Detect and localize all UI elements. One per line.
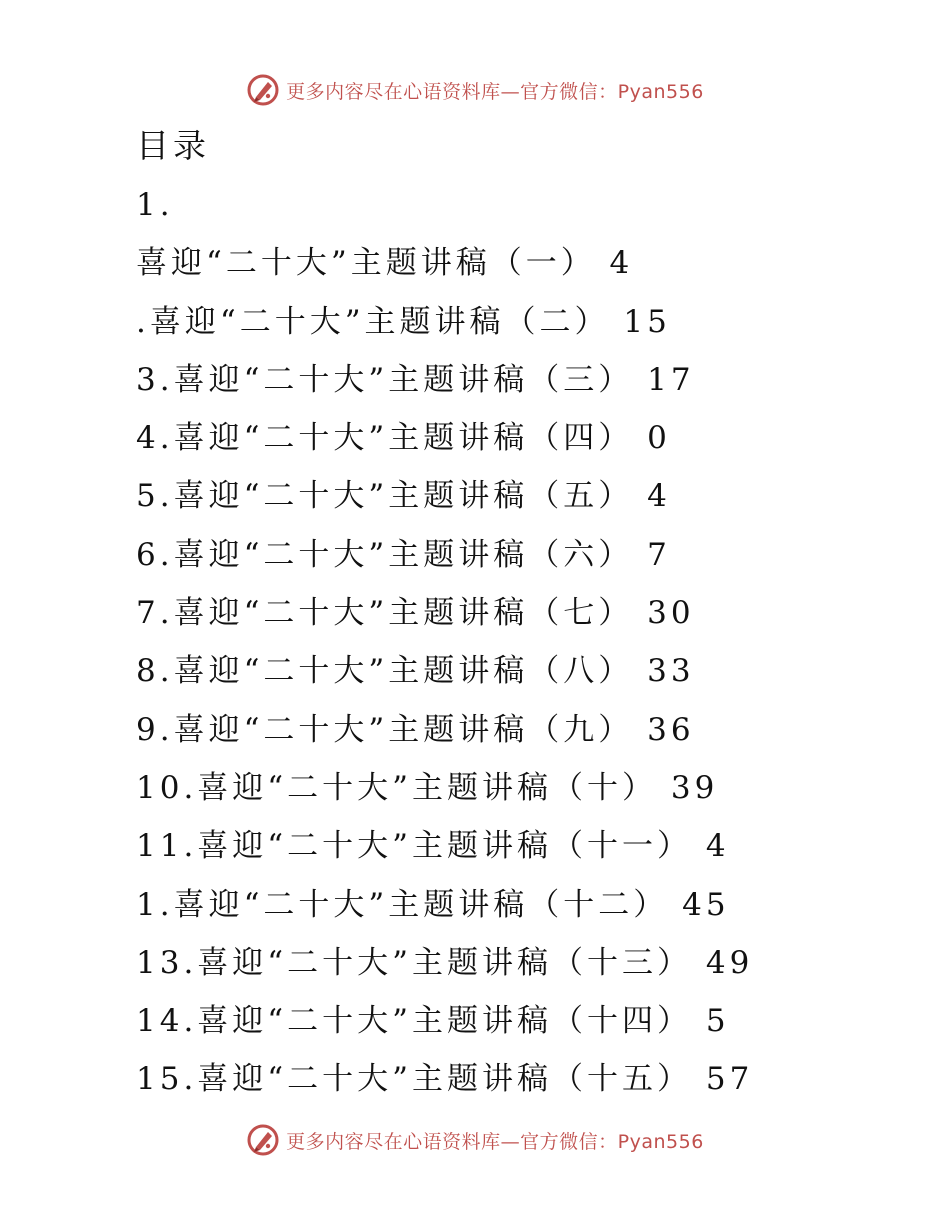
footer-banner	[0, 1120, 950, 1160]
banner-slogan: 更多内容尽在心语资料库—官方微信：	[286, 1130, 618, 1153]
toc-entry: 7.喜迎“二十大”主题讲稿（七） 30	[136, 595, 695, 632]
header-banner-text	[286, 77, 704, 104]
toc-entry: 10.喜迎“二十大”主题讲稿（十） 39	[136, 769, 719, 806]
toc-entry: 13.喜迎“二十大”主题讲稿（十三） 49	[136, 944, 754, 981]
toc-entry: .喜迎“二十大”主题讲稿（二） 15	[136, 303, 671, 340]
toc-entry: 1.喜迎“二十大”主题讲稿（十二） 45	[136, 886, 730, 923]
toc-list	[136, 181, 753, 1114]
header-banner-content	[246, 73, 704, 107]
toc-entry: 14.喜迎“二十大”主题讲稿（十四） 5	[136, 1003, 730, 1040]
pen-logo-icon	[246, 73, 280, 107]
toc-entry: 6.喜迎“二十大”主题讲稿（六） 7	[136, 536, 671, 573]
banner-slogan: 更多内容尽在心语资料库—官方微信：	[286, 80, 618, 103]
toc-entry: 5.喜迎“二十大”主题讲稿（五） 4	[136, 478, 671, 515]
toc-entry: 15.喜迎“二十大”主题讲稿（十五） 57	[136, 1061, 754, 1098]
toc-entry: 1.	[136, 187, 174, 223]
header-banner	[0, 70, 950, 110]
pen-logo-icon	[246, 1123, 280, 1157]
banner-wechat-id: Pyan556	[617, 1130, 704, 1153]
toc-entry: 11.喜迎“二十大”主题讲稿（十一） 4	[136, 828, 730, 865]
toc-entry: 8.喜迎“二十大”主题讲稿（八） 33	[136, 653, 695, 690]
toc-entry: 9.喜迎“二十大”主题讲稿（九） 36	[136, 711, 695, 748]
page-title: 目录	[136, 126, 210, 165]
toc-entry: 3.喜迎“二十大”主题讲稿（三） 17	[136, 361, 695, 398]
toc-entry: 喜迎“二十大”主题讲稿（一） 4	[136, 245, 634, 282]
footer-banner-text	[286, 1127, 704, 1154]
footer-banner-content	[246, 1123, 704, 1157]
toc-entry: 4.喜迎“二十大”主题讲稿（四） 0	[136, 420, 671, 457]
banner-wechat-id: Pyan556	[617, 80, 704, 103]
